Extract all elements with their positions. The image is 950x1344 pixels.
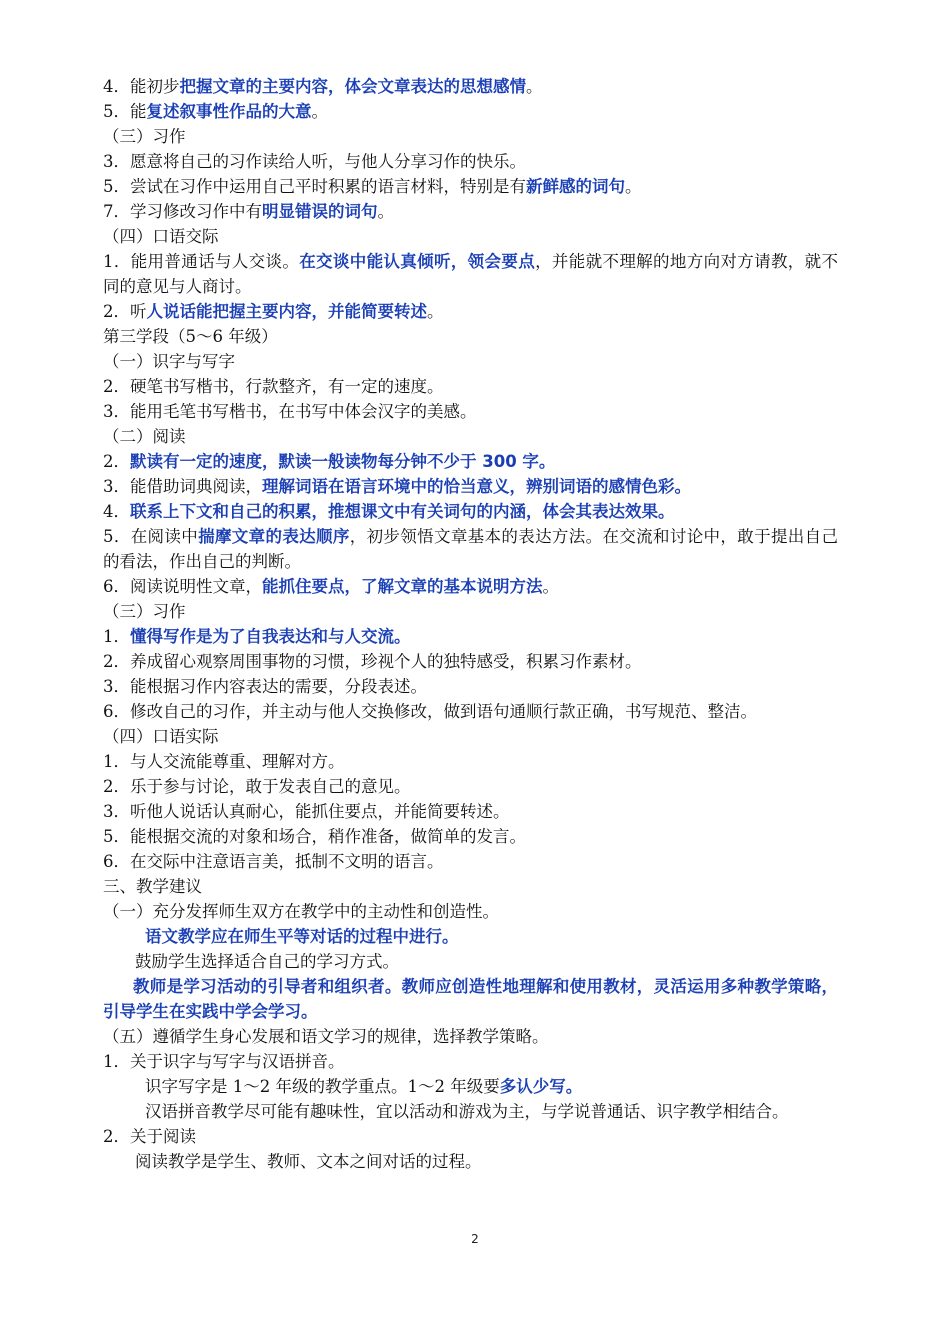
- text-line: [103, 324, 838, 349]
- text-line: [103, 1049, 838, 1074]
- body-text: （三）习作: [103, 127, 186, 146]
- text-line: [103, 749, 838, 774]
- text-line: [103, 624, 838, 649]
- text-line: [103, 124, 838, 149]
- body-text: 1．: [103, 627, 130, 646]
- highlighted-text: 在交谈中能认真倾听，领会要点: [299, 252, 536, 271]
- text-line: [103, 824, 838, 849]
- text-line: [103, 949, 838, 974]
- text-line: [103, 399, 838, 424]
- highlighted-text: 教师是学习活动的引导者和组织者。教师应创造性地理解和使用教材，灵活运用多种教学策略，引导学生在实践中学会学习。: [103, 977, 838, 1021]
- text-line: [103, 499, 838, 524]
- highlighted-text: 揣摩文章的表达顺序: [198, 527, 350, 546]
- text-line: [103, 774, 838, 799]
- body-text: ，并能就不理解的地方向对方请教，就不同的意见与人商讨。: [103, 252, 839, 296]
- body-text: 3．能借助词典阅读，: [103, 477, 262, 496]
- text-line: [103, 724, 838, 749]
- text-line: [103, 449, 838, 474]
- text-line: [103, 924, 838, 949]
- highlighted-text: 复述叙事性作品的大意: [146, 102, 312, 121]
- highlighted-text: 能抓住要点，了解文章的基本说明方法: [262, 577, 543, 596]
- text-line: [103, 149, 838, 174]
- text-line: [103, 224, 838, 249]
- body-text: 阅读教学是学生、教师、文本之间对话的过程。: [135, 1152, 482, 1171]
- text-line: [103, 1099, 838, 1124]
- text-line: [103, 1024, 838, 1049]
- body-text: ，初步领悟文章基本的表达方法。在交流和讨论中，敢于提出自己的看法，作出自己的判断。: [103, 527, 839, 571]
- body-text: 3．听他人说话认真耐心，能抓住要点，并能简要转述。: [103, 802, 510, 821]
- body-text: 汉语拼音教学尽可能有趣味性，宜以活动和游戏为主，与学说普通话、识字教学相结合。: [145, 1102, 789, 1121]
- body-text: 三、教学建议: [103, 877, 202, 896]
- body-text: 5．在阅读中: [103, 527, 199, 546]
- highlighted-text: 联系上下文和自己的积累，推想课文中有关词句的内涵，体会其表达效果。: [130, 502, 675, 521]
- text-line: [103, 874, 838, 899]
- body-text: （五）遵循学生身心发展和语文学习的规律，选择教学策略。: [103, 1027, 549, 1046]
- body-text: 识字写字是 1～2 年级的教学重点。1～2 年级要: [145, 1077, 500, 1096]
- text-line: [103, 674, 838, 699]
- text-line: [103, 1124, 838, 1149]
- highlighted-text: 人说话能把握主要内容，并能简要转述: [146, 302, 427, 321]
- body-text: 7．学习修改习作中有: [103, 202, 262, 221]
- text-line: [103, 349, 838, 374]
- body-text: 2．听: [103, 302, 147, 321]
- text-line: [103, 199, 838, 224]
- body-text: （四）口语实际: [103, 727, 219, 746]
- text-line: [103, 574, 838, 599]
- body-text: 5．尝试在习作中运用自己平时积累的语言材料，特别是有: [103, 177, 526, 196]
- text-line: [103, 849, 838, 874]
- text-line: [103, 99, 838, 124]
- body-text: 6．修改自己的习作，并主动与他人交换修改，做到语句通顺行款正确，书写规范、整洁。: [103, 702, 757, 721]
- text-line: [103, 299, 838, 324]
- body-text: 3．能根据习作内容表达的需要，分段表述。: [103, 677, 427, 696]
- body-text: 1．与人交流能尊重、理解对方。: [103, 752, 345, 771]
- body-text: 4．: [103, 502, 130, 521]
- highlighted-text: 新鲜感的词句: [526, 177, 625, 196]
- highlighted-text: 理解词语在语言环境中的恰当意义，辨别词语的感情色彩。: [262, 477, 691, 496]
- text-line: [103, 374, 838, 399]
- text-line: [103, 1074, 838, 1099]
- body-text: 4．能初步: [103, 77, 180, 96]
- body-text: （一）充分发挥师生双方在教学中的主动性和创造性。: [103, 902, 499, 921]
- highlighted-text: 语文教学应在师生平等对话的过程中进行。: [145, 927, 459, 946]
- body-text: 第三学段（5～6 年级）: [103, 327, 278, 346]
- text-line: [103, 249, 838, 299]
- body-text: 3．能用毛笔书写楷书，在书写中体会汉字的美感。: [103, 402, 477, 421]
- body-text: （二）阅读: [103, 427, 186, 446]
- body-text: 。: [526, 77, 543, 96]
- body-text: 2．: [103, 452, 130, 471]
- text-line: [103, 474, 838, 499]
- body-text: 3．愿意将自己的习作读给人听，与他人分享习作的快乐。: [103, 152, 526, 171]
- text-line: [103, 74, 838, 99]
- text-line: [103, 799, 838, 824]
- body-text: 5．能根据交流的对象和场合，稍作准备，做简单的发言。: [103, 827, 526, 846]
- body-text: 。: [542, 577, 559, 596]
- highlighted-text: 默读有一定的速度，默读一般读物每分钟不少于 300 字。: [130, 452, 556, 471]
- body-text: 5．能: [103, 102, 147, 121]
- text-line: [103, 699, 838, 724]
- page-number: 2: [471, 1232, 479, 1246]
- body-text: （四）口语交际: [103, 227, 219, 246]
- text-line: [103, 424, 838, 449]
- body-text: 2．养成留心观察周围事物的习惯，珍视个人的独特感受，积累习作素材。: [103, 652, 642, 671]
- highlighted-text: 明显错误的词句: [262, 202, 378, 221]
- body-text: 。: [311, 102, 328, 121]
- body-text: 。: [625, 177, 642, 196]
- text-line: [103, 974, 838, 1024]
- text-line: [103, 1149, 838, 1174]
- body-text: 6．在交际中注意语言美，抵制不文明的语言。: [103, 852, 444, 871]
- body-text: 鼓励学生选择适合自己的学习方式。: [135, 952, 399, 971]
- text-line: [103, 599, 838, 624]
- body-text: 6．阅读说明性文章，: [103, 577, 262, 596]
- body-text: 2．关于阅读: [103, 1127, 196, 1146]
- text-line: [103, 649, 838, 674]
- highlighted-text: 懂得写作是为了自我表达和与人交流。: [130, 627, 411, 646]
- body-text: 。: [427, 302, 444, 321]
- body-text: 1．能用普通话与人交谈。: [103, 252, 300, 271]
- body-text: 。: [377, 202, 394, 221]
- body-text: （三）习作: [103, 602, 186, 621]
- highlighted-text: 多认少写。: [499, 1077, 583, 1096]
- body-text: （一）识字与写字: [103, 352, 235, 371]
- text-line: [103, 524, 838, 574]
- text-line: [103, 899, 838, 924]
- body-text: 1．关于识字与写字与汉语拼音。: [103, 1052, 345, 1071]
- text-line: [103, 174, 838, 199]
- highlighted-text: 把握文章的主要内容，体会文章表达的思想感情: [179, 77, 526, 96]
- body-text: 2．硬笔书写楷书，行款整齐，有一定的速度。: [103, 377, 444, 396]
- document-body: [103, 74, 838, 1174]
- body-text: 2．乐于参与讨论，敢于发表自己的意见。: [103, 777, 411, 796]
